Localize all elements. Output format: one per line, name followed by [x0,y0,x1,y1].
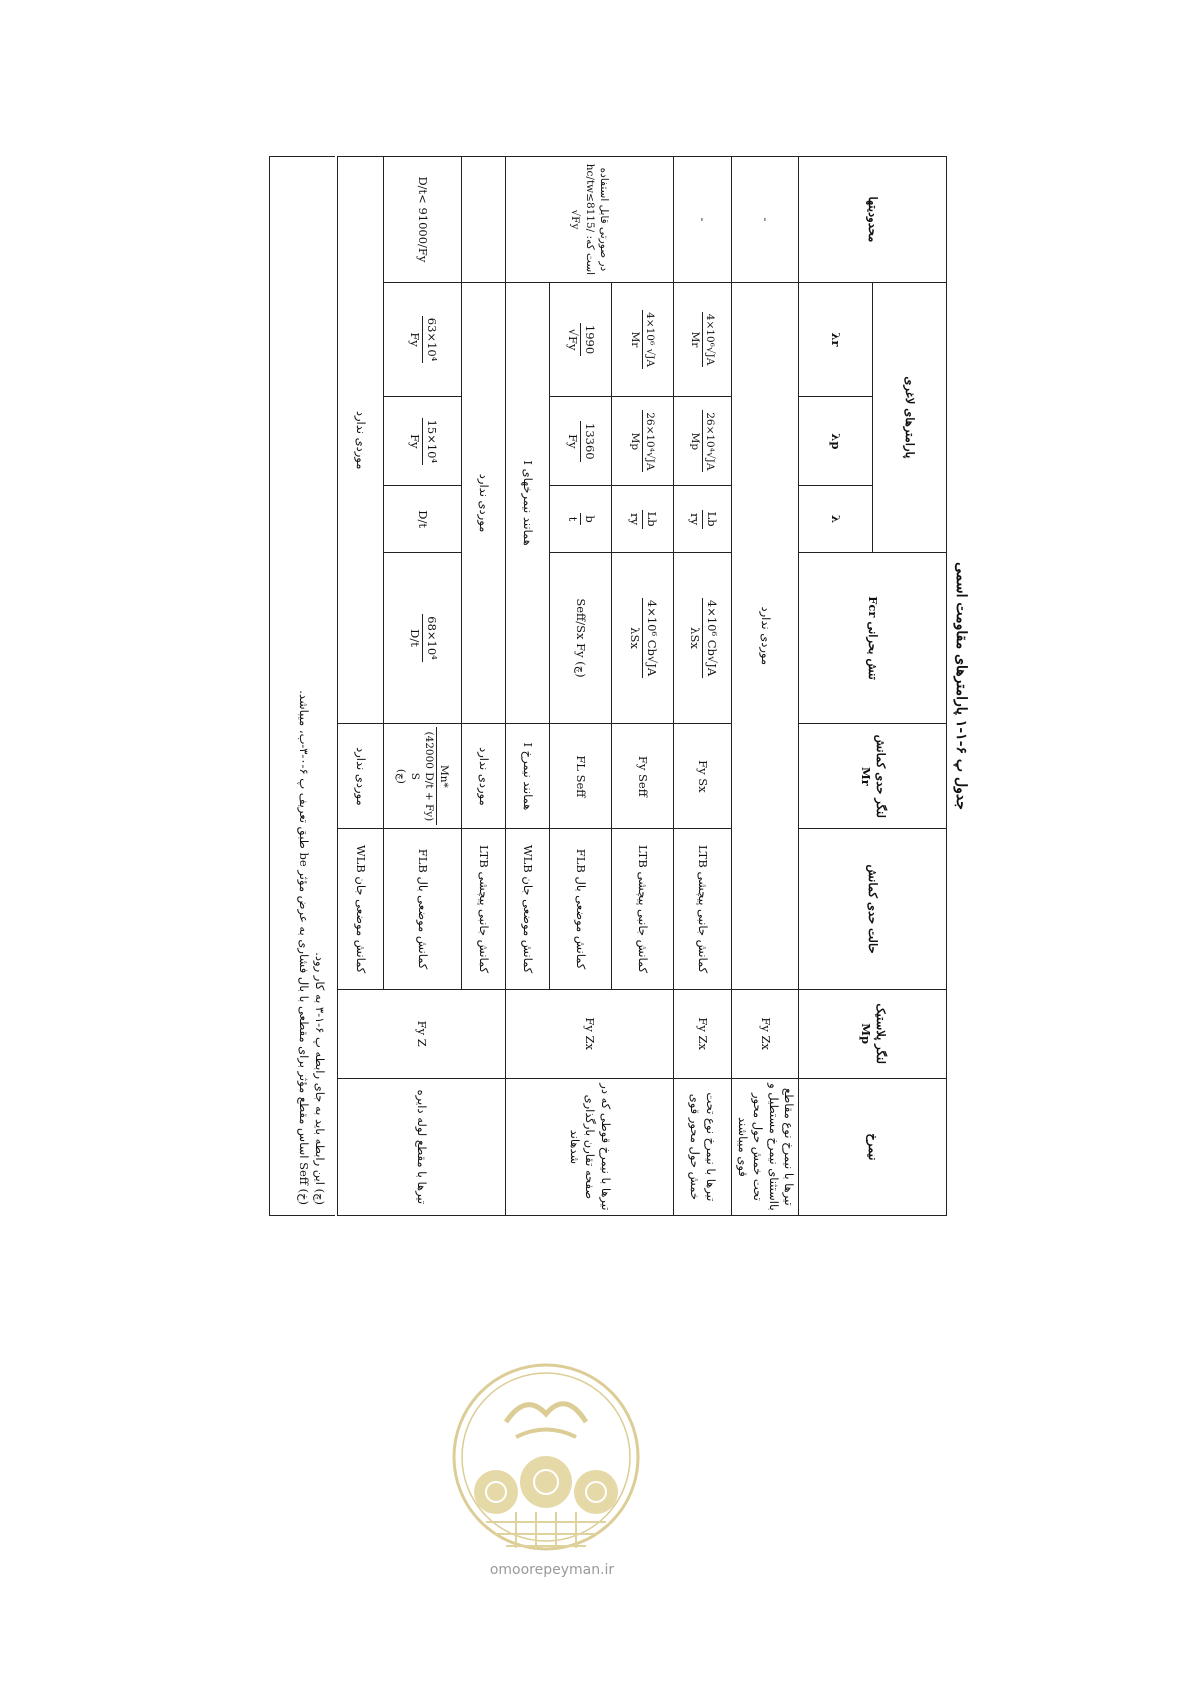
fraction: Lb ry [688,511,719,527]
header-lambda: λ [799,486,873,552]
lambda-r-cell [550,282,612,396]
lambda-p-cell [550,397,612,486]
mp-cell: Fy Zx [674,989,732,1078]
lambda-cell [612,486,674,552]
limits-cell [462,157,506,283]
note-2: (خ) Seff اساس مقطع مؤثر برای مقطعی با بال فشاری به عرض مؤثر be طبق تعریف پ ۶-۰-۳-ب، میباشد. [297,690,311,1205]
fcr-cell [674,552,732,724]
limit-state-cell: کمانش موضعی بال FLB [384,829,462,989]
header-lambda-r: λr [799,282,873,396]
mp-cell: Fy Zx [506,989,674,1078]
shape-cell: تیرها با نیمرخ نوع تحت خمش حول محور قوی [674,1078,732,1215]
mr-cell: Fy Seff [612,724,674,829]
fcr-cell [384,552,462,724]
table-row [462,157,506,1216]
lambda-r-cell [674,282,732,396]
not-applicable-cell: موردی ندارد [338,157,384,724]
lambda-p-cell [674,397,732,486]
fraction: b t [566,515,597,523]
fraction: 26×10⁴√JA Mp [629,412,657,471]
header-critical-stress: تنش بحرانی Fcr [799,552,947,724]
header-limits: محدودیتها [799,157,947,283]
header-plastic-moment: لنگر پلاستیک Mp [799,989,947,1078]
lambda-cell [674,486,732,552]
fraction: 4×10⁶ Cb√JA λSx [628,599,659,677]
limits-cell: در صورتی قابل استفاده است که: hc/tw≤8115/√Fy [506,157,674,283]
mp-cell: Fy Zx [732,989,799,1078]
same-as-i-cell: همانند نیمرخهای I [506,282,550,723]
fraction: 26×10⁴√JA Mp [689,412,717,471]
fcr-cell [612,552,674,724]
lambda-cell [550,486,612,552]
fraction: 1990 √Fy [566,324,597,355]
watermark-site-text: omoorepeyman.ir [489,1562,615,1578]
shape-cell: تیرها با مقطع لوله دایره [338,1078,506,1215]
shape-cell: تیرها با نیمرخ نوع مقاطع بااستثنای نیمرخ مستطیل و تحت خمش حول محور قوی میباشند [732,1078,799,1215]
nominal-strength-table [337,156,947,1216]
limits-cell: - [674,157,732,283]
limit-state-cell: کمانش جانبی پیچشی LTB [612,829,674,989]
not-applicable-cell: موردی ندارد [462,282,506,723]
fraction: 4×10⁶ Cb√JA λSx [688,599,719,677]
header-limit-state: حالت حدی کمانش [799,829,947,989]
mr-cell: همانند نیمرخ I [506,724,550,829]
header-slenderness: پارامترهای لاغری [873,282,947,552]
lambda-r-cell [384,282,462,396]
fraction: 68×10⁴ D/t [408,616,439,660]
fraction: 13360 Fy [566,423,597,460]
fraction: Mn* (42000 D/t + Fy) S [408,727,452,825]
mr-cell: FL Seff [550,724,612,829]
mr-cell: Fy Sx [674,724,732,829]
table-row [732,157,799,1216]
shape-cell: تیرها با نیمرخ قوطی که در صفحه تقارن بارگذاری شدهاند [506,1078,674,1215]
mr-cell: موردی ندارد [338,724,384,829]
mp-cell: Fy Z [338,989,506,1078]
fraction: 63×10⁴ Fy [408,317,439,362]
fraction: 4×10⁶ √JA Mr [629,312,657,367]
watermark-logo-icon [446,1352,646,1572]
not-applicable-cell: موردی ندارد [732,282,799,989]
table-row [674,157,732,1216]
lambda-p-cell [384,397,462,486]
header-limit-moment: لنگر حدی کمانش Mr [799,724,947,829]
mr-cell: Mn* (42000 D/t + Fy) S (چ) [384,724,462,829]
fcr-cell: Seff/Sx Fy (چ) [550,552,612,724]
limit-state-cell: کمانش موضعی جان WLB [506,829,550,989]
limit-state-cell: کمانش جانبی پیچشی LTB [462,829,506,989]
limits-cell: - [732,157,799,283]
limit-state-cell: کمانش جانبی پیچشی LTB [674,829,732,989]
header-shape: نیمرخ [799,1078,947,1215]
fraction: 4×10⁶√JA Mr [689,313,717,366]
mr-cell: موردی ندارد [462,724,506,829]
note-1: (چ) این رابطه باید به جای رابطه پ ۶-۱-۳ به کار رود. [313,952,327,1205]
fraction: Lb ry [628,511,659,527]
lambda-cell: D/t [384,486,462,552]
lambda-r-cell [612,282,674,396]
limit-state-cell: کمانش موضعی بال FLB [550,829,612,989]
lambda-p-cell [612,397,674,486]
table-row [612,157,674,1216]
rotated-table-page [267,156,969,1216]
limit-state-cell: کمانش موضعی جان WLB [338,829,384,989]
header-lambda-p: λp [799,397,873,486]
fraction: 15×10⁴ Fy [408,419,439,464]
limits-cell: D/t< 91000/Fy [384,157,462,283]
table-notes [269,156,335,1216]
table-caption: جدول پ ۶-۱-۱ پارامترهای مقاومت اسمی [953,562,969,810]
